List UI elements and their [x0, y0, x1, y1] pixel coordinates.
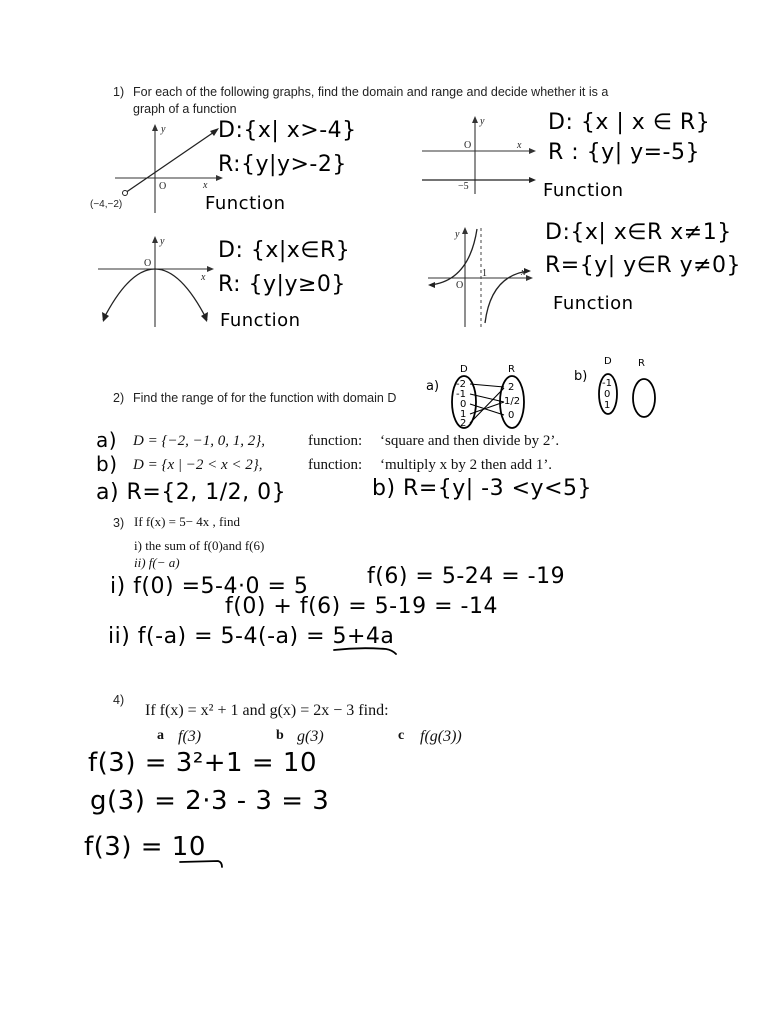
mapping-a-tag: a) [426, 379, 440, 394]
graph-1-x-label: x [203, 180, 208, 191]
q3-work-f6: f(6) = 5-24 = -19 [367, 564, 566, 589]
graph-2-x-label: x [517, 140, 522, 151]
q4-underline [178, 854, 228, 870]
mapping-a-range-head: R [508, 364, 515, 375]
q3-sub-ii: ii) f(− a) [134, 555, 180, 570]
q2-number: 2) [113, 391, 125, 405]
graph-3-range: R: {y|y≥0} [218, 272, 346, 297]
graph-3-y-label: y [160, 236, 165, 247]
mapping-a-left-1: -1 [456, 389, 466, 400]
graph-3-origin: O [144, 258, 152, 269]
graph-4-range: R={y| y∈R y≠0} [545, 253, 742, 278]
graph-1-y-label: y [161, 124, 166, 135]
q2-part-a-fn-label: function: [308, 433, 363, 449]
q4-part-b: g(3) [297, 728, 324, 745]
q4-work-f3: f(3) = 3²+1 = 10 [88, 748, 317, 778]
q2-part-b-set: D = {x | −2 < x < 2}, [133, 457, 263, 473]
mapping-b-domain-head: D [604, 356, 612, 367]
graph-1-origin: O [159, 181, 167, 192]
graph-4-x-label: x [521, 267, 526, 278]
q1-prompt-line2: graph of a function [133, 102, 237, 116]
mapping-b-left-0: -1 [602, 378, 612, 389]
mapping-a-left-0: -2 [456, 379, 466, 390]
q3-work-sum: f(0) + f(6) = 5-19 = -14 [225, 594, 498, 619]
graph-4 [425, 223, 535, 331]
q1-prompt-line1: For each of the following graphs, find the domain and range and decide whether it is a [133, 85, 609, 99]
mapping-b-left-1: 0 [604, 389, 611, 400]
q2-part-b-fn-label: function: [308, 457, 363, 473]
q3-number: 3) [113, 516, 125, 530]
mapping-a-left-4: 2 [460, 418, 467, 429]
graph-4-domain: D:{x| x∈R x≠1} [545, 220, 732, 245]
q2-prompt: Find the range of for the function with domain D [133, 391, 397, 405]
q4-part-b-tag: b [276, 728, 284, 743]
q3-work-f-neg-a: ii) f(-a) = 5-4(-a) = 5+4a [108, 624, 395, 649]
q4-part-c-tag: c [398, 728, 405, 743]
graph-4-tick: 1 [482, 268, 487, 279]
q2-answer-b: b) R={y| -3 <y<5} [372, 476, 592, 501]
mapping-a-left-2: 0 [460, 399, 467, 410]
mapping-a-right-2: 0 [508, 410, 515, 421]
q4-work-fg3: f(3) = 10 [84, 832, 206, 862]
q4-work-g3: g(3) = 2·3 - 3 = 3 [90, 786, 330, 816]
graph-1-verdict: Function [205, 193, 286, 214]
mapping-b-left-2: 1 [604, 400, 611, 411]
graph-2-y-label: y [480, 116, 485, 127]
q3-prompt: If f(x) = 5− 4x , find [134, 514, 240, 529]
q4-prompt: If f(x) = x² + 1 and g(x) = 2x − 3 find: [145, 702, 389, 719]
q2-part-b-tag: b) [96, 452, 118, 476]
q2-part-b-fn: ‘multiply x by 2 then add 1’. [380, 457, 553, 473]
graph-1-point-label: (−4,−2) [90, 199, 123, 210]
graph-2 [420, 112, 540, 197]
graph-4-origin: O [456, 280, 464, 291]
mapping-b-tag: b) [574, 369, 588, 384]
graph-3 [95, 232, 220, 330]
q4-number: 4) [113, 693, 125, 707]
q2-answer-a: a) R={2, 1/2, 0} [96, 480, 287, 505]
graph-2-tick: −5 [458, 181, 469, 192]
q4-part-a-tag: a [157, 728, 164, 743]
mapping-diagram-a [424, 360, 536, 430]
graph-3-domain: D: {x|x∈R} [218, 238, 351, 263]
q3-sub-i: i) the sum of f(0)and f(6) [134, 538, 265, 553]
q2-part-a-tag: a) [96, 428, 118, 452]
graph-1-range: R:{y|y>-2} [218, 152, 347, 177]
q3-work-f0: i) f(0) =5-4·0 = 5 [110, 574, 309, 599]
graph-3-x-label: x [201, 272, 206, 283]
mapping-a-right-1: 1/2 [504, 396, 521, 407]
q2-part-a-fn: ‘square and then divide by 2’. [380, 433, 560, 449]
graph-2-verdict: Function [543, 180, 624, 201]
mapping-a-domain-head: D [460, 364, 468, 375]
mapping-diagram-b [572, 352, 672, 422]
graph-1-domain: D:{x| x>-4} [218, 118, 357, 143]
graph-2-origin: O [464, 140, 472, 151]
mapping-a-right-0: 2 [508, 382, 515, 393]
q4-part-c: f(g(3)) [420, 728, 462, 745]
graph-2-range: R : {y| y=-5} [548, 140, 700, 165]
mapping-b-range-head: R [638, 358, 645, 369]
q2-part-a-set: D = {−2, −1, 0, 1, 2}, [133, 433, 265, 449]
q3-underline [330, 644, 410, 658]
graph-4-y-label: y [455, 229, 460, 240]
q4-part-a: f(3) [178, 728, 202, 745]
graph-2-domain: D: {x | x ∈ R} [548, 110, 711, 135]
graph-3-verdict: Function [220, 310, 301, 331]
graph-4-verdict: Function [553, 293, 634, 314]
mapping-a-left-3: 1 [460, 409, 467, 420]
q1-number: 1) [113, 85, 125, 99]
